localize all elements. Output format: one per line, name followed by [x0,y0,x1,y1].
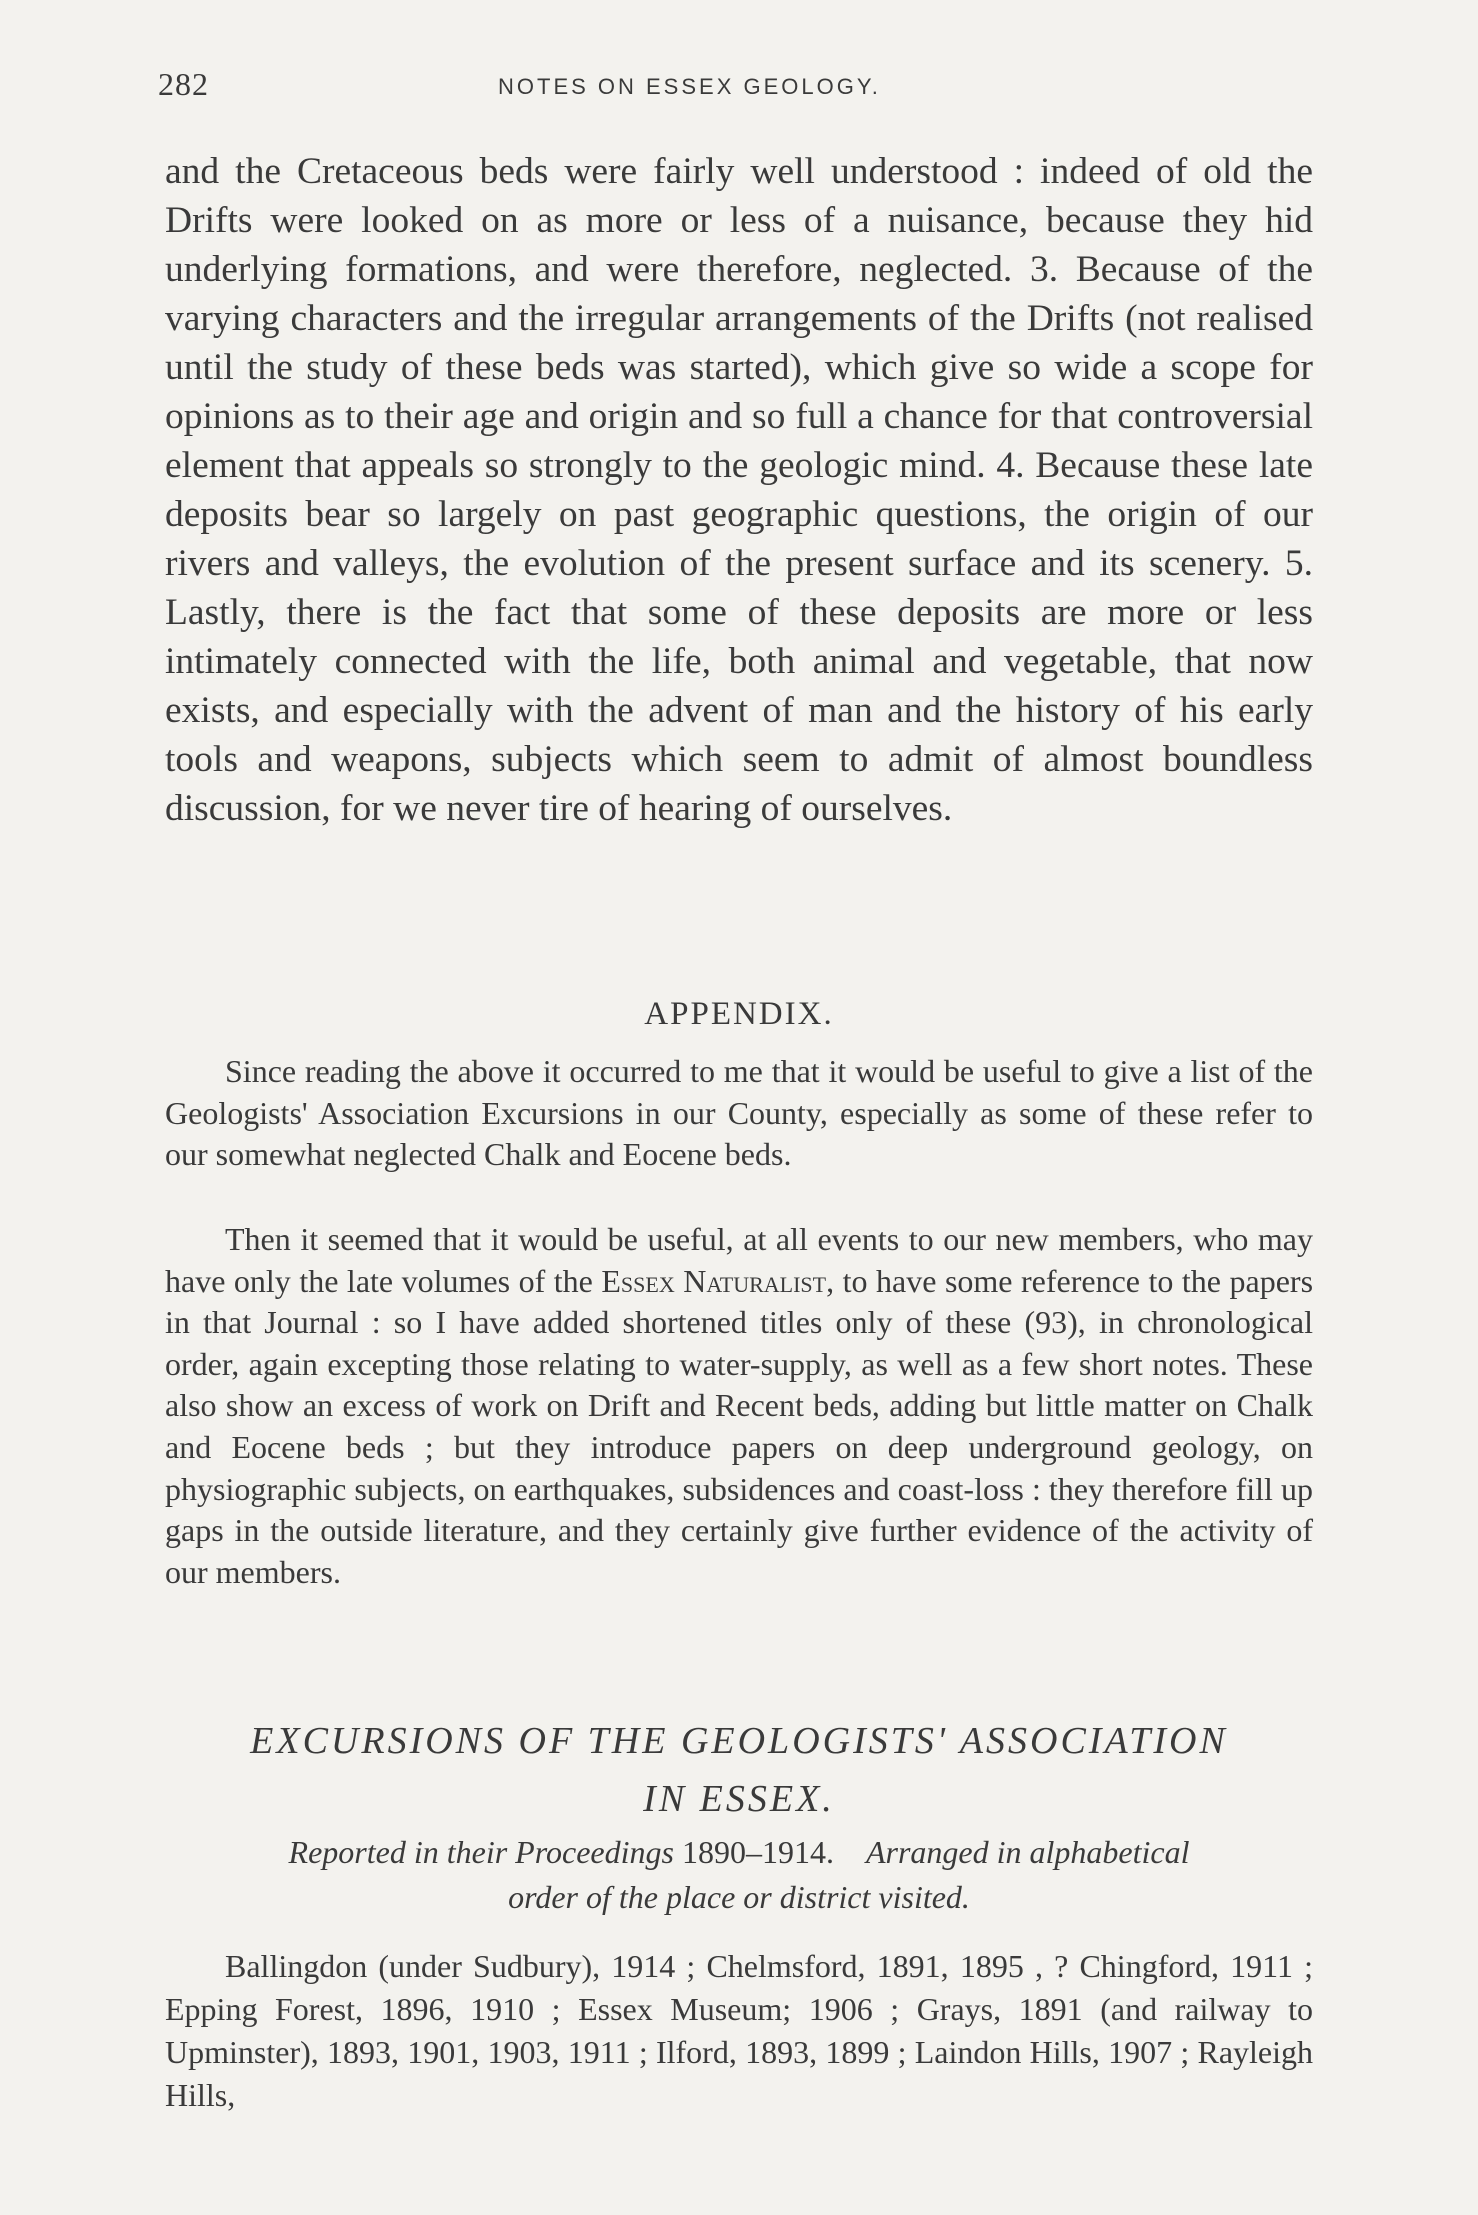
excursions-heading-line-2: IN ESSEX. [643,1778,835,1820]
subheading-reported: Reported in their Proceedings [288,1834,674,1870]
appendix-paragraph-2-start: Then it seemed that it would be useful, at all events to our new members, who may have only the late volumes of the [165,1221,1313,1299]
subheading-line-1 [165,1830,1313,1875]
appendix-paragraph-2 [165,1219,1313,1593]
appendix-paragraph-2-end: to have some reference to the papers in that Journal : so I have added shortened titles only of these (93), in chronological order, again excepting those relating to water-supply, as well as a few short notes. These also show an excess of work on Drift and Recent beds, adding but little matter on Chalk and Eocene beds ; but they introduce papers on deep underground geology, on physiographic subjects, on earthquakes, subsidences and coast-loss : they therefore fill up gaps in the outside literature, and they certainly give further evidence of the activity of our members. [165,1262,1314,1590]
running-head: NOTES ON ESSEX GEOLOGY. [498,74,881,99]
body-paragraph-1: and the Cretaceous beds were fairly well understood : indeed of old the Drifts were looked on as more or less of a nuisance, because they hid underlying formations, and were therefore, neglected. 3. Because of the varying characters and the irregular arrangements of the Drifts (not realised until the study of these beds was started), which give so wide a scope for opinions as to their age and origin and so full a chance for that controversial element that appeals so strongly to the geologic mind. 4. Because these late deposits bear so largely on past geographic questions, the origin of our rivers and valleys, the evolution of the present surface and its scenery. 5. Lastly, there is the fact that some of these deposits are more or less intimately connected with the life, both animal and vegetable, that now exists, and especially with the advent of man and the history of his early tools and weapons, subjects which seem to admit of almost boundless discussion, for we never tire of hearing of ourselves. [165,151,1313,829]
journal-name: Essex Naturalist, [601,1262,835,1299]
subheading-arranged: Arranged in alphabetical [865,1834,1190,1870]
page-number: 282 [158,66,209,102]
page-header [158,66,1318,106]
excursions-subheading [165,1830,1313,1920]
excursions-heading [165,1712,1313,1828]
subheading-years: 1890–1914. [681,1834,834,1870]
appendix-paragraph-1: Since reading the above it occurred to me that it would be useful to give a list of the Geologists' Association Excursions in our County, especially as some of these refer to our somewhat neglected Chalk and Eocene beds. [165,1053,1313,1173]
excursions-heading-line-1: EXCURSIONS OF THE GEOLOGISTS' ASSOCIATION [250,1720,1228,1762]
appendix-heading: APPENDIX. [644,996,834,1032]
places-list: Ballingdon (under Sudbury), 1914 ; Chelmsford, 1891, 1895 , ? Chingford, 1911 ; Epping Forest, 1896, 1910 ; Essex Museum; 1906 ; Grays, 1891 (and railway to Upminster), 1893, 1901, 1903, 1911 ; Ilford, 1893, 1899 ; Laindon Hills, 1907 ; Rayleigh Hills, [165,1948,1313,2113]
subheading-line-2: order of the place or district visited. [508,1879,970,1915]
